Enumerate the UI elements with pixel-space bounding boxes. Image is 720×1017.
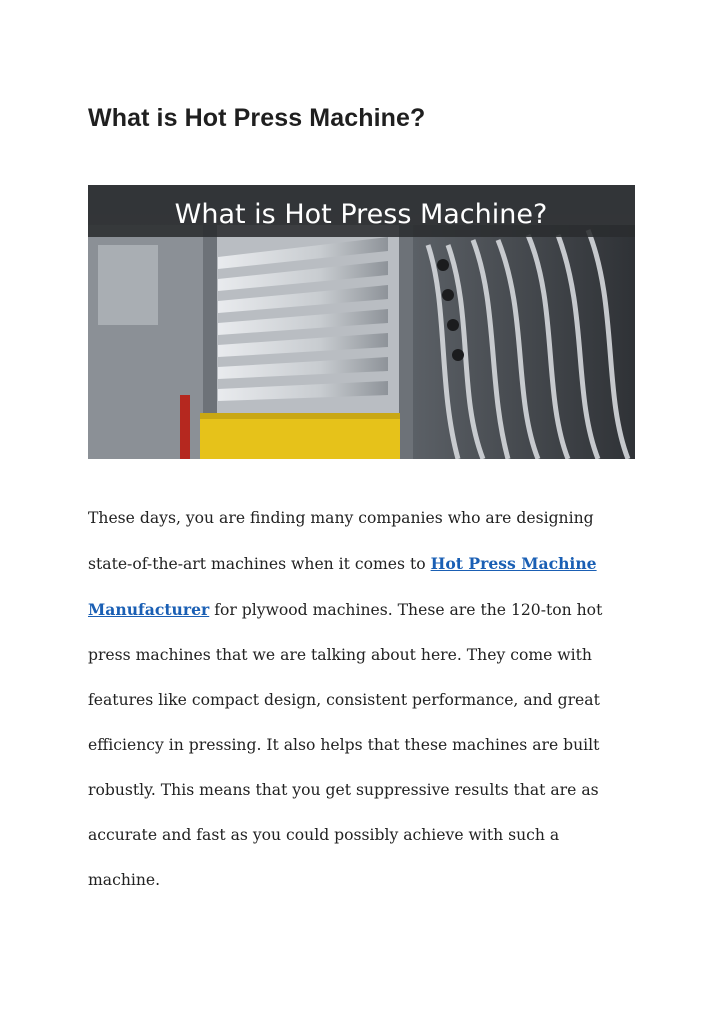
paragraph-line: machine. xyxy=(88,871,161,889)
hot-press-machine-manufacturer-link-continued[interactable]: Manufacturer xyxy=(88,600,210,619)
hot-press-machine-image xyxy=(88,185,635,459)
paragraph-text: state-of-the-art machines when it comes to xyxy=(88,555,431,573)
hot-press-machine-manufacturer-link[interactable]: Hot Press Machine xyxy=(430,554,597,573)
paragraph-line: robustly. This means that you get suppressive results that are as xyxy=(88,781,599,799)
paragraph-line xyxy=(88,541,648,587)
paragraph-line xyxy=(88,587,648,633)
image-caption: What is Hot Press Machine? xyxy=(174,199,548,230)
paragraph-line: These days, you are finding many companies who are designing xyxy=(88,509,594,527)
paragraph-line: press machines that we are talking about here. They come with xyxy=(88,646,592,664)
paragraph-text: for plywood machines. These are the 120-ton hot xyxy=(209,601,603,619)
body-paragraph xyxy=(88,496,648,903)
paragraph-line: features like compact design, consistent performance, and great xyxy=(88,691,600,709)
paragraph-line: accurate and fast as you could possibly achieve with such a xyxy=(88,826,560,844)
yellow-base xyxy=(200,413,400,459)
paragraph-line: efficiency in pressing. It also helps that these machines are built xyxy=(88,736,600,754)
page-title: What is Hot Press Machine? xyxy=(88,104,426,132)
